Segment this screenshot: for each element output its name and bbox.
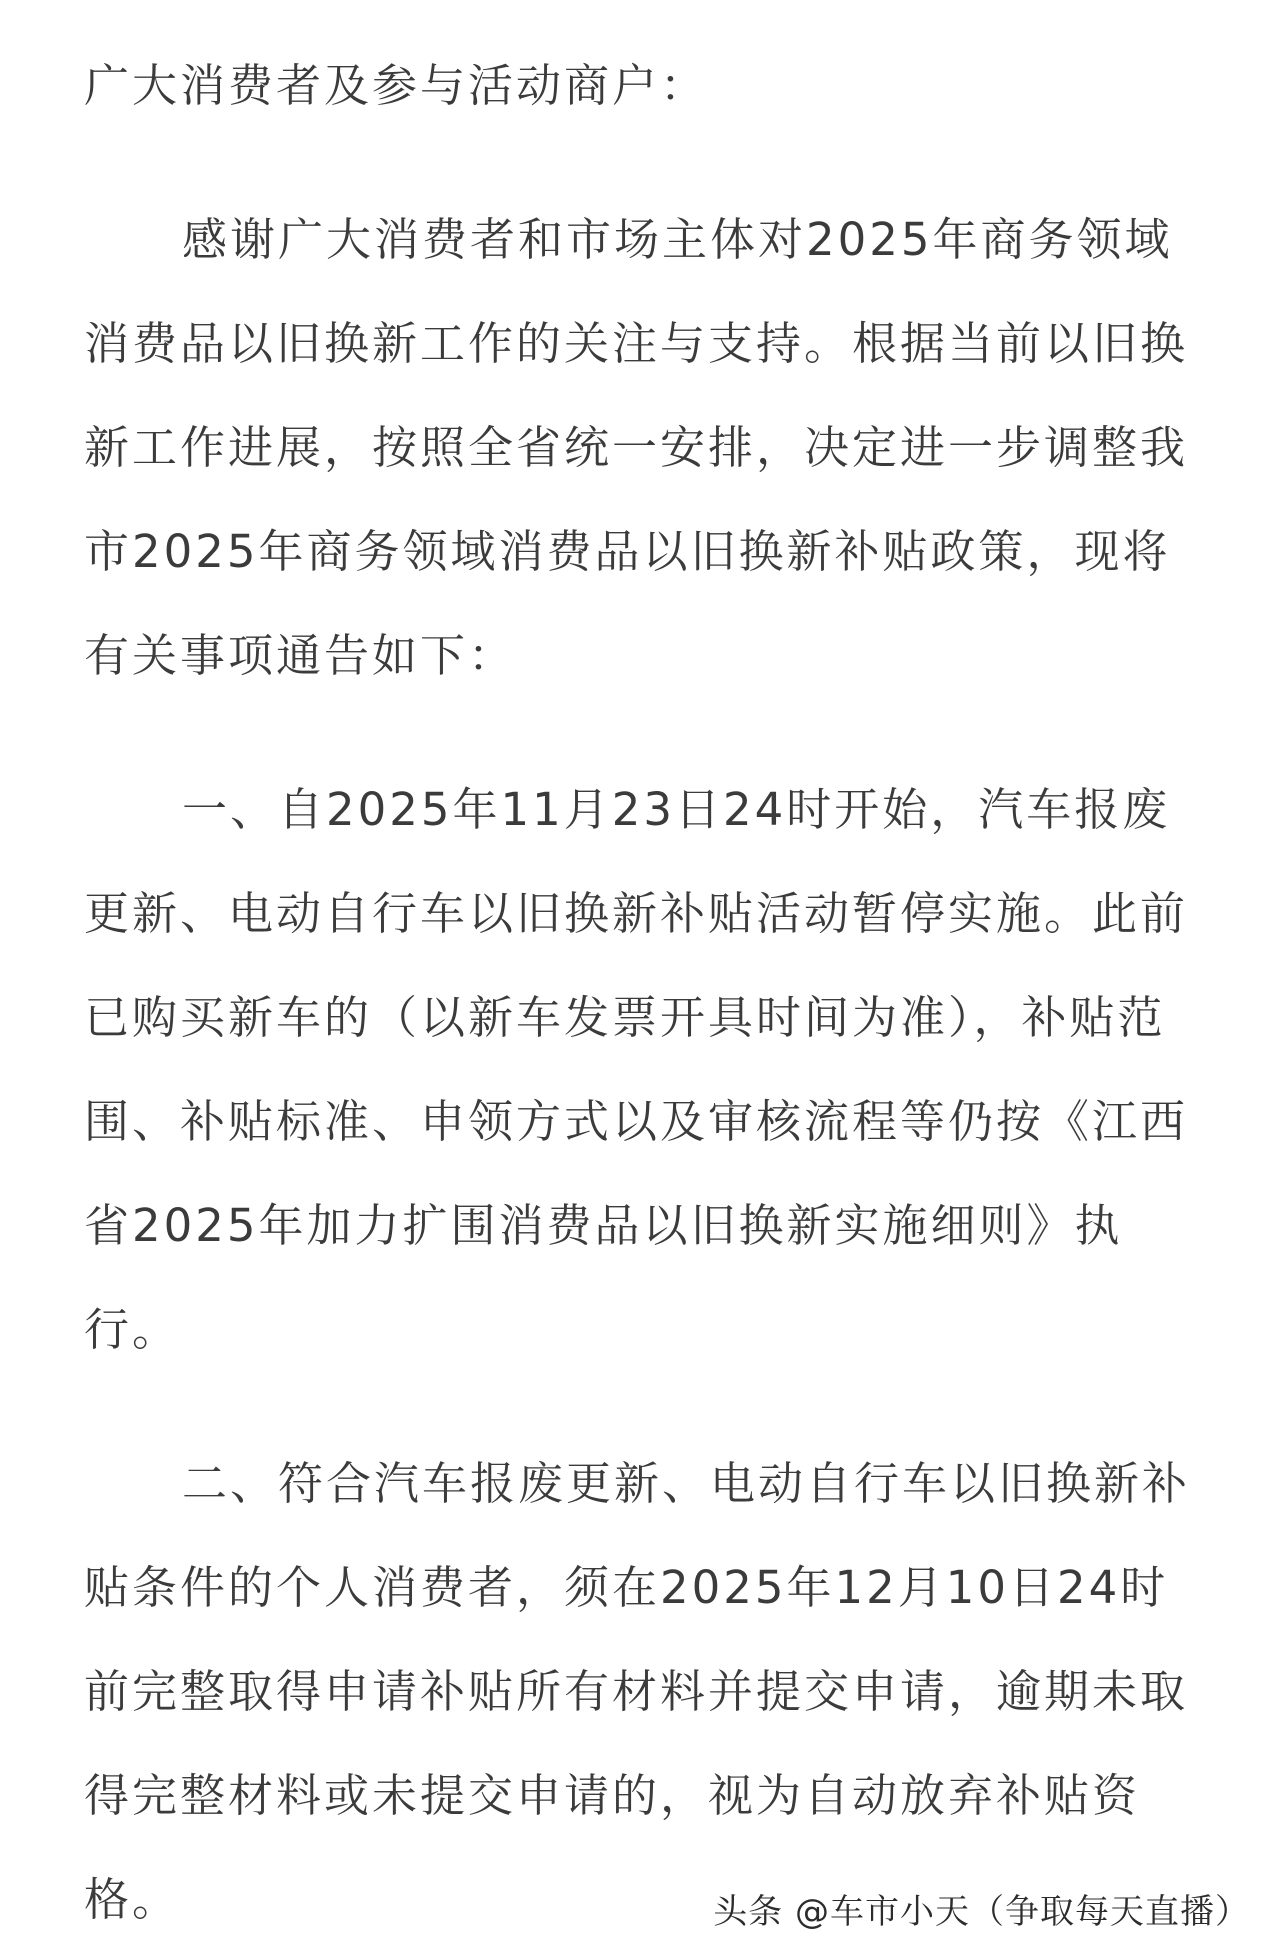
item-two-line: 得完整材料或未提交申请的，视为自动放弃补贴资 bbox=[84, 1769, 1141, 1822]
item-two-line: 前完整取得申请补贴所有材料并提交申请，逾期未取 bbox=[84, 1665, 1189, 1718]
item-one-line: 更新、电动自行车以旧换新补贴活动暂停实施。此前 bbox=[84, 887, 1189, 940]
item-one-line: 行。 bbox=[84, 1303, 181, 1356]
salutation: 广大消费者及参与活动商户： bbox=[84, 59, 709, 112]
item-one-line: 省2025年加力扩围消费品以旧换新实施细则》执 bbox=[84, 1199, 1123, 1252]
paragraph-gap bbox=[84, 138, 1196, 188]
item-two-paragraph bbox=[84, 1432, 1196, 1952]
item-two-line: 二、符合汽车报废更新、电动自行车以旧换新补 bbox=[182, 1457, 1191, 1510]
item-one-line: 围、补贴标准、申领方式以及审核流程等仍按《江西 bbox=[84, 1095, 1189, 1148]
intro-line: 消费品以旧换新工作的关注与支持。根据当前以旧换 bbox=[84, 317, 1189, 370]
item-two-line: 格。 bbox=[84, 1873, 181, 1926]
notice-document bbox=[84, 34, 1196, 1952]
item-one-line: 一、自2025年11月23日24时开始，汽车报废 bbox=[182, 783, 1171, 836]
paragraph-gap bbox=[84, 1382, 1196, 1432]
intro-line: 有关事项通告如下： bbox=[84, 629, 517, 682]
source-watermark: 头条 @车市小天（争取每天直播） bbox=[713, 1892, 1250, 1932]
intro-paragraph bbox=[84, 188, 1196, 708]
item-one-paragraph bbox=[84, 758, 1196, 1382]
intro-line: 感谢广大消费者和市场主体对2025年商务领域 bbox=[182, 213, 1173, 266]
intro-line: 市2025年商务领域消费品以旧换新补贴政策，现将 bbox=[84, 525, 1171, 578]
paragraph-gap bbox=[84, 708, 1196, 758]
intro-line: 新工作进展，按照全省统一安排，决定进一步调整我 bbox=[84, 421, 1189, 474]
item-one-line: 已购买新车的（以新车发票开具时间为准），补贴范 bbox=[84, 991, 1166, 1044]
item-two-line: 贴条件的个人消费者，须在2025年12月10日24时 bbox=[84, 1561, 1169, 1614]
